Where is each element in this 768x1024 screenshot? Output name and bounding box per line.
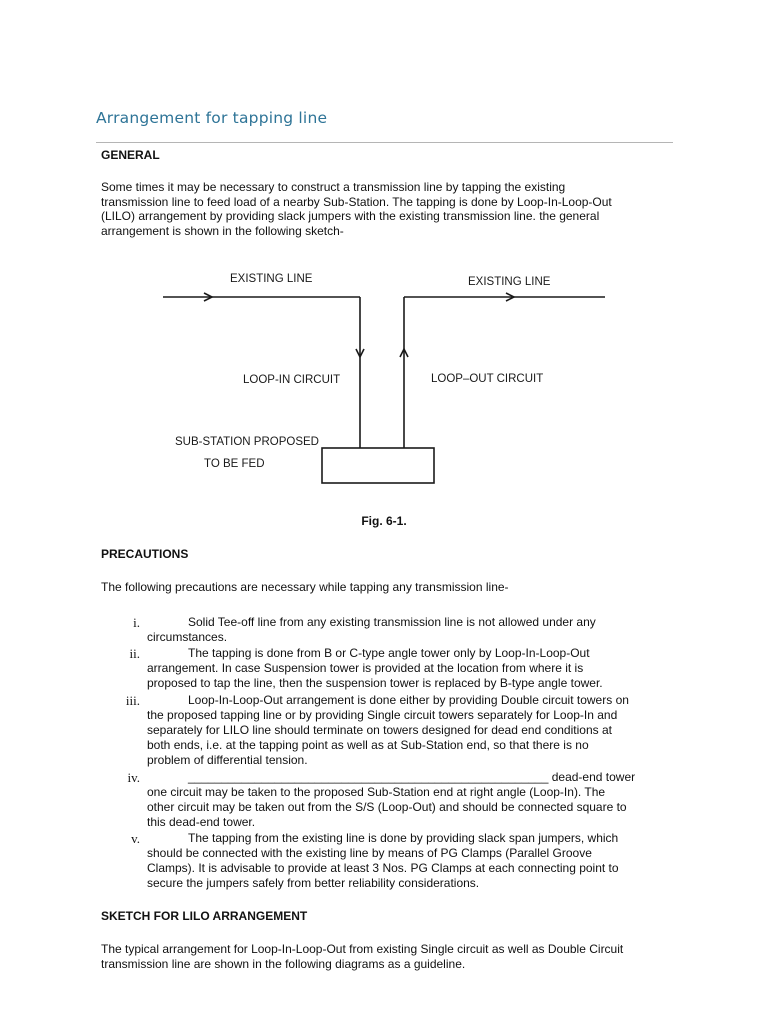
list-number: iii. [125, 693, 140, 708]
list-number: v. [131, 831, 140, 846]
list-line: this dead-end tower. [147, 815, 256, 829]
list-line: separately for LILO line should terminate on towers designed for dead end conditions at [147, 723, 612, 737]
sketch-lilo-line: The typical arrangement for Loop-In-Loop-Out from existing Single circuit as well as Double Circuit [101, 942, 624, 956]
general-line: Some times it may be necessary to construct a transmission line by tapping the existing [101, 180, 566, 194]
list-line: The tapping is done from B or C-type angle tower only by Loop-In-Loop-Out [188, 646, 590, 660]
sketch-lilo-line: transmission line are shown in the following diagrams as a guideline. [101, 956, 466, 971]
list-line: The tapping from the existing line is done by providing slack span jumpers, which [188, 831, 619, 845]
list-number: iv. [127, 770, 140, 785]
substation-label-line2: TO BE FED [204, 458, 265, 470]
existing-line-right-label: EXISTING LINE [468, 276, 551, 288]
page-title: Arrangement for tapping line [96, 109, 328, 127]
existing-line-left-label: EXISTING LINE [230, 273, 313, 285]
list-line: both ends, i.e. at the tapping point as well as at Sub-Station end, so that there is no [147, 738, 589, 752]
list-line: circumstances. [147, 630, 228, 644]
list-number: i. [133, 615, 140, 630]
list-line: arrangement. In case Suspension tower is provided at the location from where it is [147, 661, 584, 675]
list-line: Clamps). It is advisable to provide at least 3 Nos. PG Clamps at each connecting point to [147, 861, 619, 875]
precautions-intro-text: The following precautions are necessary while tapping any transmission line- [101, 580, 509, 594]
list-line: ______________________________________________________ dead-end tower [188, 770, 636, 784]
sketch-lilo-heading: SKETCH FOR LILO ARRANGEMENT [101, 909, 308, 923]
general-line: transmission line to feed load of a nearby Sub-Station. The tapping is done by Loop-In-Loop-Out [101, 194, 612, 209]
list-line: problem of differential tension. [147, 753, 308, 767]
list-line: should be connected with the existing line by means of PG Clamps (Parallel Groove [147, 846, 592, 860]
list-line: one circuit may be taken to the proposed Sub-Station end at right angle (Loop-In). The [147, 785, 606, 799]
substation-box [322, 448, 434, 483]
general-heading: GENERAL [101, 148, 160, 162]
sketch-lilo-paragraph [101, 942, 646, 971]
substation-label-line1: SUB-STATION PROPOSED [175, 436, 319, 448]
list-line: the proposed tapping line or by providing Single circuit towers separately for Loop-In and [147, 708, 618, 722]
list-number: ii. [129, 646, 140, 661]
list-item [127, 770, 636, 830]
list-line: proposed to tap the line, then the suspension tower is replaced by B-type angle tower. [147, 676, 603, 690]
list-item [131, 831, 619, 891]
list-line: other circuit may be taken out from the S/S (Loop-Out) and should be connected square to [147, 800, 627, 814]
list-line: Solid Tee-off line from any existing transmission line is not allowed under any [188, 615, 596, 629]
list-line: secure the jumpers safely from better reliability considerations. [147, 876, 480, 890]
list-line: Loop-In-Loop-Out arrangement is done either by providing Double circuit towers on [188, 693, 629, 707]
general-line: (LILO) arrangement by providing slack jumpers with the existing transmission line. the general [101, 209, 600, 223]
precautions-heading: PRECAUTIONS [101, 547, 189, 561]
figure-caption: Fig. 6-1. [361, 514, 407, 528]
list-item [125, 693, 629, 768]
general-line: arrangement is shown in the following sketch- [101, 223, 344, 238]
list-item [133, 615, 596, 645]
precautions-intro [101, 580, 646, 595]
list-item [129, 646, 603, 691]
loop-in-label: LOOP-IN CIRCUIT [243, 374, 341, 386]
loop-out-label: LOOP–OUT CIRCUIT [431, 373, 544, 385]
